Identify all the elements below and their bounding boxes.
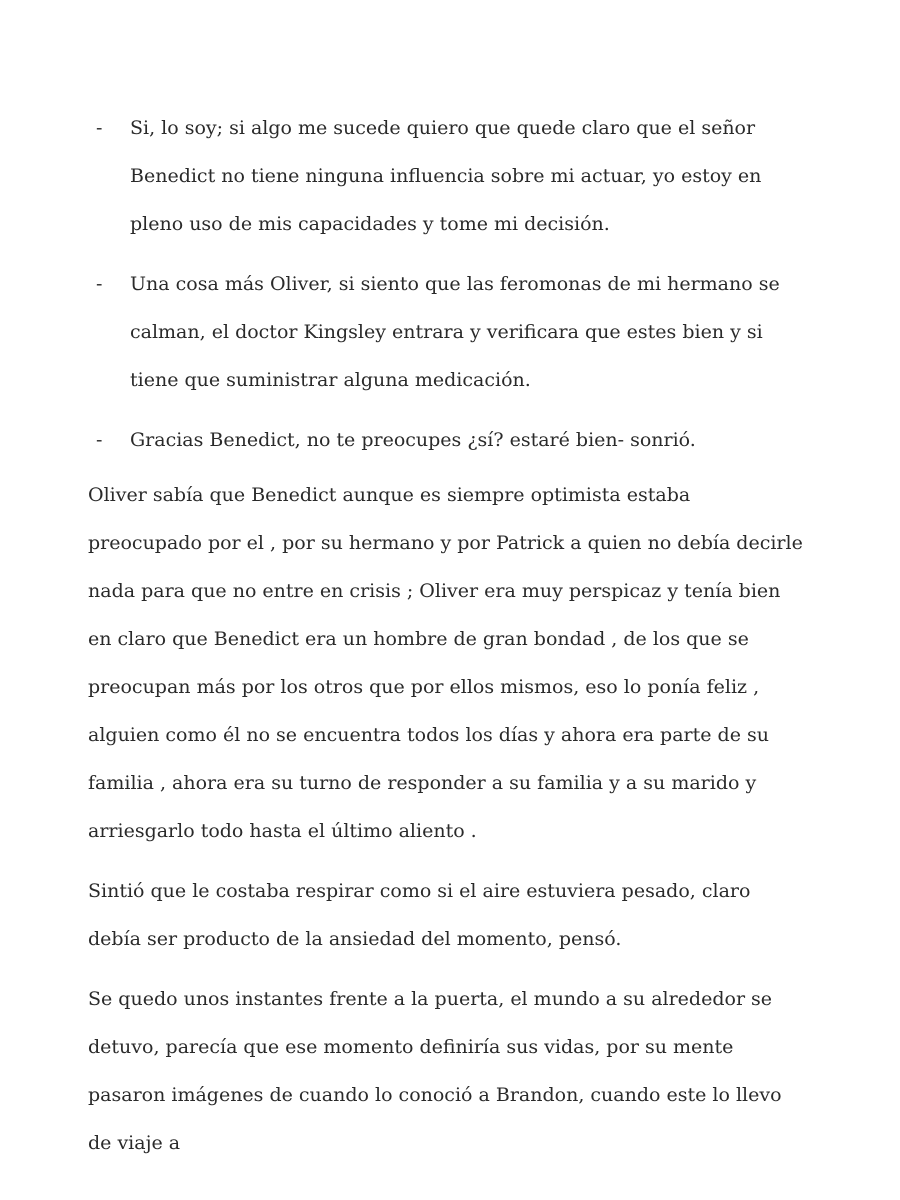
dialogue-text: Una cosa más Oliver, si siento que las feromonas de mi hermano se calman, el doctor Kingsley entrara y verificara que estes bien y si tiene que suministrar alguna medicación. bbox=[130, 273, 780, 391]
dialogue-line bbox=[88, 104, 808, 248]
dialogue-list bbox=[88, 104, 808, 476]
paragraph: Se quedo unos instantes frente a la puerta, el mundo a su alrededor se detuvo, parecía que ese momento definiría sus vidas, por su mente pasaron imágenes de cuando lo conoció a Brandon, cuando este lo llevo de viaje a bbox=[88, 988, 782, 1154]
paragraph: Sintió que le costaba respirar como si el aire estuviera pesado, claro debía ser producto de la ansiedad del momento, pensó. bbox=[88, 880, 751, 950]
dialogue-text: Gracias Benedict, no te preocupes ¿sí? estaré bien- sonrió. bbox=[130, 429, 696, 451]
dialogue-line bbox=[88, 260, 808, 404]
dialogue-text: Si, lo soy; si algo me sucede quiero que quede claro que el señor Benedict no tiene ninguna influencia sobre mi actuar, yo estoy en pleno uso de mis capacidades y tome mi decisión. bbox=[130, 117, 762, 235]
dialogue-dash: - bbox=[96, 273, 103, 295]
paragraph: Oliver sabía que Benedict aunque es siempre optimista estaba preocupado por el , por su hermano y por Patrick a quien no debía decirle nada para que no entre en crisis ; Oliver era muy perspicaz y tenía bien en claro que Benedict era un hombre de gran bondad , de los que se preocupan más por los otros que por ellos mismos, eso lo ponía feliz , alguien como él no se encuentra todos los días y ahora era parte de su familia , ahora era su turno de responder a su familia y a su marido y arriesgarlo todo hasta el último aliento . bbox=[88, 484, 803, 842]
narrative-body bbox=[88, 471, 808, 1179]
dialogue-line bbox=[88, 416, 808, 464]
dialogue-dash: - bbox=[96, 117, 103, 139]
dialogue-dash: - bbox=[96, 429, 103, 451]
